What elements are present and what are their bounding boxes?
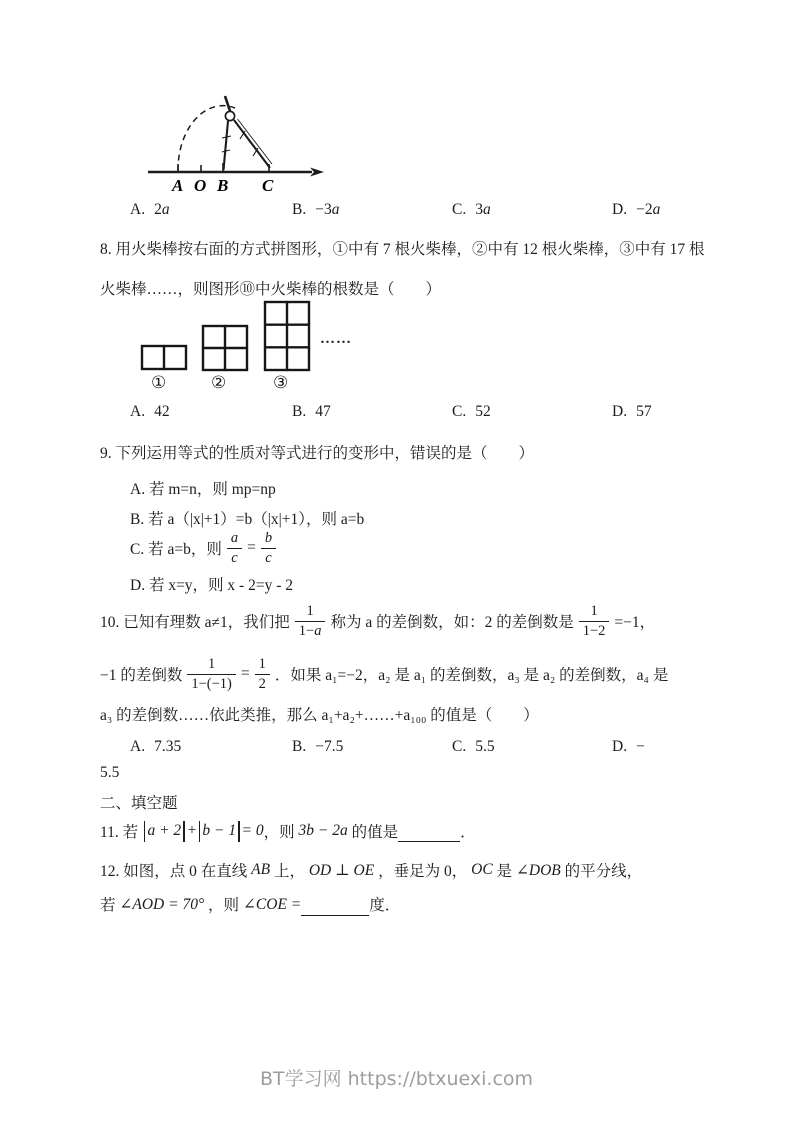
fraction-1-over-1-minus-a: $\frac{1}{1-a}$ (295, 603, 326, 639)
q11-text: 11. 若 a + 2 + b − 1 = 0 ，则 3b − 2a 的值是 ． (100, 822, 476, 841)
q7-option-c: C. 3a (452, 201, 491, 218)
q10-option-a: A. 7.35 (130, 738, 182, 755)
point-label-a: A (172, 176, 184, 195)
q9-option-d: D. 若 x=y，则 x - 2=y - 2 (130, 577, 293, 594)
fraction-a-over-c: $\frac{a}{c}$ (227, 530, 242, 566)
q10-option-c: C. 5.5 (452, 738, 495, 755)
q10-line2: −1 的差倒数 $\frac{1}{1-(-1)}$ = $\frac{1}{2}$ ．如果 a₁=−2，a₂ 是 a₁ 的差倒数，a₃ 是 a₂ 的差倒数，a₄ 是 (100, 655, 669, 692)
q8-text-line2: 火柴棒……，则图形⑩中火柴棒的根数是（ ） (100, 281, 442, 298)
fraction-1-over-2: $\frac{1}{2}$ (255, 656, 270, 692)
q8-option-b: B. 47 (292, 403, 331, 420)
fraction-1-over-1-minus-neg1: $\frac{1}{1-(-1)}$ (187, 656, 236, 692)
arrowhead-icon (310, 168, 324, 177)
abs-value-b-minus-1: b − 1 (197, 821, 242, 842)
matchstick-label-2: ② (211, 373, 227, 392)
compass-icon (222, 96, 272, 170)
q11-answer-blank (398, 826, 460, 842)
q8-option-a: A. 42 (130, 403, 170, 420)
q9-option-b: B. 若 a（|x|+1）=b（|x|+1），则 a=b (130, 511, 365, 528)
q7-options-row (130, 201, 692, 219)
q8-option-c: C. 52 (452, 403, 491, 420)
q12-line2: 若 ∠AOD = 70° ，则 ∠COE = 度． (100, 895, 401, 914)
q8-options-row (130, 403, 692, 421)
q10-options-row (130, 738, 692, 756)
matchstick-label-1: ① (151, 373, 167, 392)
q10-line3: a₃ 的差倒数……依此类推，那么 a₁+a₂+……+a₁₀₀ 的值是（ ） (100, 707, 539, 724)
point-label-c: C (262, 176, 274, 195)
ellipsis-dots: …… (320, 331, 352, 347)
q9-option-a: A. 若 m=n，则 mp=np (130, 481, 276, 498)
q8-text-line1: 8. 用火柴棒按右面的方式拼图形，①中有 7 根火柴棒，②中有 12 根火柴棒，③中有 17 根 (100, 241, 705, 258)
q9-title: 9. 下列运用等式的性质对等式进行的变形中，错误的是（ ） (100, 445, 535, 462)
footer-watermark: BT学习网 https://btxuexi.com (259, 1068, 534, 1090)
point-label-b: B (217, 176, 229, 195)
q10-option-d: D. − (612, 738, 645, 755)
q10-option-d-wrap: 5.5 (100, 764, 120, 781)
fraction-1-over-1-minus-2: $\frac{1}{1-2}$ (579, 603, 610, 639)
q8-option-d: D. 57 (612, 403, 652, 420)
q9-option-c: C. 若 a=b，则 $\frac{a}{c}$ = $\frac{b}{c}$ (130, 527, 281, 569)
q7-option-d: D. −2a (612, 201, 661, 218)
fraction-b-over-c: $\frac{b}{c}$ (261, 530, 276, 566)
matchstick-label-3: ③ (273, 373, 289, 392)
q12-answer-blank (301, 900, 369, 916)
q10-line1: 10. 已知有理数 a≠1，我们把 $\frac{1}{1-a}$ 称为 a 的差倒数，如：2 的差倒数是 $\frac{1}{1-2}$ =−1， (100, 602, 656, 639)
q7-option-a: A. 2a (130, 201, 170, 218)
q12-line1: 12. 如图，点 0 在直线 AB 上， OD ⊥ OE ，垂足为 0， OC 是 ∠DOB 的平分线， (100, 861, 643, 880)
section2-title: 二、填空题 (100, 795, 178, 812)
q7-option-b: B. −3a (292, 201, 340, 218)
abs-value-a-plus-2: a + 2 (142, 821, 187, 842)
point-label-o: O (194, 176, 207, 195)
q10-option-b: B. −7.5 (292, 738, 344, 755)
compass-construction-figure (146, 94, 341, 200)
